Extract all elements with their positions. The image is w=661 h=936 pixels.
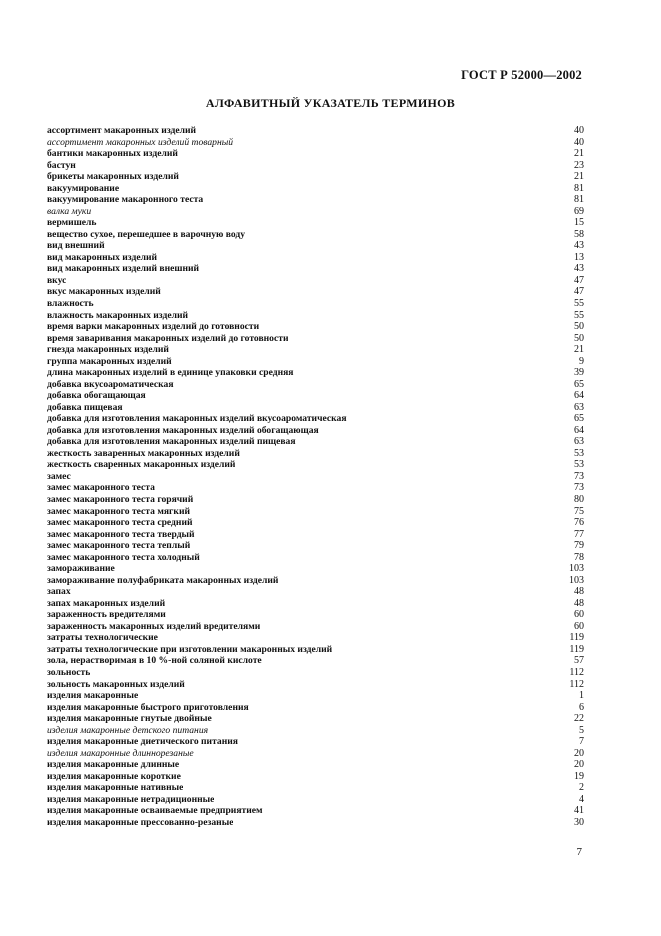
index-entry	[47, 183, 584, 195]
index-entry	[47, 459, 584, 471]
index-term-number: 63	[574, 436, 584, 448]
index-term: зольность макаронных изделий	[47, 678, 185, 690]
index-term-number: 64	[574, 424, 584, 436]
index-entry	[47, 217, 584, 229]
index-term: добавка обогащающая	[47, 390, 146, 402]
index-term: зараженность вредителями	[47, 609, 166, 621]
index-entry	[47, 263, 584, 275]
index-term-number: 50	[574, 332, 584, 344]
index-entry	[47, 759, 584, 771]
index-term: ассортимент макаронных изделий	[47, 125, 197, 136]
index-term-number: 9	[579, 355, 584, 367]
index-term-number: 119	[569, 643, 584, 655]
index-term-number: 19	[574, 770, 584, 782]
index-term: добавка пищевая	[47, 401, 123, 413]
index-term-number: 40	[574, 125, 584, 136]
index-term-number: 60	[574, 609, 584, 621]
index-term: бастун	[47, 159, 76, 171]
index-term-number: 53	[574, 447, 584, 459]
index-entry	[47, 333, 584, 345]
index-term: изделия макаронные длинные	[47, 759, 180, 771]
index-term: замораживание полуфабриката макаронных изделий	[47, 574, 279, 586]
index-entry	[47, 702, 584, 714]
index-entry	[47, 586, 584, 598]
index-entry	[47, 540, 584, 552]
index-term-number: 55	[574, 309, 584, 321]
index-entry	[47, 482, 584, 494]
index-entry	[47, 379, 584, 391]
index-term: добавка вкусоароматическая	[47, 378, 174, 390]
index-term-number: 57	[574, 655, 584, 667]
index-term-number: 40	[574, 136, 584, 148]
index-entry	[47, 286, 584, 298]
index-term: гнезда макаронных изделий	[47, 344, 169, 356]
index-term-number: 81	[574, 194, 584, 206]
index-term-number: 76	[574, 517, 584, 529]
index-term: ассортимент макаронных изделий товарный	[47, 136, 234, 148]
index-term: зольность	[47, 666, 91, 678]
index-term: изделия макаронные гнутые двойные	[47, 713, 212, 725]
index-term-number: 63	[574, 401, 584, 413]
index-entry	[47, 517, 584, 529]
index-term: вид макаронных изделий	[47, 251, 158, 263]
index-term-number: 55	[574, 297, 584, 309]
index-entry	[47, 356, 584, 368]
index-entry	[47, 632, 584, 644]
index-entry	[47, 609, 584, 621]
index-term: вкус макаронных изделий	[47, 286, 161, 298]
index-entry	[47, 506, 584, 518]
index-term-number: 47	[574, 286, 584, 298]
index-entry	[47, 679, 584, 691]
index-entry	[47, 644, 584, 656]
index-term-number: 73	[574, 470, 584, 482]
index-entry	[47, 160, 584, 172]
page-number: 7	[576, 846, 582, 858]
index-entry	[47, 425, 584, 437]
index-term: жесткость заваренных макаронных изделий	[47, 447, 240, 459]
index-entry	[47, 448, 584, 460]
index-entry	[47, 413, 584, 425]
index-entry	[47, 402, 584, 414]
index-entry	[47, 805, 584, 817]
index-term: время варки макаронных изделий до готовности	[47, 321, 260, 333]
index-term-number: 77	[574, 528, 584, 540]
index-term-number: 47	[574, 274, 584, 286]
index-term: добавка для изготовления макаронных изделий пищевая	[47, 436, 296, 448]
index-term-number: 43	[574, 263, 584, 275]
index-term-number: 60	[574, 620, 584, 632]
index-term: вид внешний	[47, 240, 105, 252]
index-entry	[47, 310, 584, 322]
index-term: группа макаронных изделий	[47, 355, 172, 367]
index-entry	[47, 563, 584, 575]
index-entry	[47, 817, 584, 829]
index-entry	[47, 655, 584, 667]
index-term: запах	[47, 586, 71, 598]
index-term-number: 103	[569, 563, 584, 575]
index-term-number: 112	[569, 678, 584, 690]
index-term: замес макаронного теста холодный	[47, 551, 200, 563]
index-term: изделия макаронные детского питания	[47, 724, 209, 736]
index-term: добавка для изготовления макаронных изделий вкусоароматическая	[47, 413, 347, 425]
index-term-number: 103	[569, 574, 584, 586]
index-term-number: 23	[574, 159, 584, 171]
index-term-number: 22	[574, 713, 584, 725]
index-entry	[47, 529, 584, 541]
index-term-number: 5	[579, 724, 584, 736]
index-entry	[47, 367, 584, 379]
index-entry	[47, 137, 584, 149]
term-index-list	[47, 125, 584, 828]
index-entry	[47, 436, 584, 448]
index-term-number: 21	[574, 344, 584, 356]
index-term: затраты технологические при изготовлении макаронных изделий	[47, 643, 333, 655]
index-term-number: 81	[574, 182, 584, 194]
standard-code: ГОСТ Р 52000—2002	[461, 68, 582, 82]
index-term: изделия макаронные нативные	[47, 782, 184, 794]
index-term: влажность	[47, 297, 94, 309]
index-term: изделия макаронные нетрадиционные	[47, 793, 215, 805]
index-entry	[47, 171, 584, 183]
index-term-number: 119	[569, 632, 584, 644]
index-term: изделия макаронные диетического питания	[47, 736, 238, 748]
index-entry	[47, 621, 584, 633]
index-term-number: 43	[574, 240, 584, 252]
index-term-number: 20	[574, 747, 584, 759]
index-term: изделия макаронные быстрого приготовления	[47, 701, 249, 713]
index-term-number: 112	[569, 666, 584, 678]
index-entry	[47, 298, 584, 310]
index-term-number: 53	[574, 459, 584, 471]
index-term: зола, нерастворимая в 10 %-ной соляной кислоте	[47, 655, 262, 667]
index-entry	[47, 471, 584, 483]
index-term-number: 64	[574, 390, 584, 402]
index-term: влажность макаронных изделий	[47, 309, 189, 321]
index-term-number: 58	[574, 228, 584, 240]
index-term-number: 48	[574, 597, 584, 609]
index-entry	[47, 206, 584, 218]
index-term-number: 39	[574, 367, 584, 379]
index-entry	[47, 690, 584, 702]
index-entry	[47, 736, 584, 748]
index-term: вакуумирование макаронного теста	[47, 194, 204, 206]
index-entry	[47, 575, 584, 587]
index-term-number: 73	[574, 482, 584, 494]
index-term-number: 50	[574, 321, 584, 333]
index-entry	[47, 194, 584, 206]
index-entry	[47, 390, 584, 402]
index-term: вкус	[47, 274, 67, 286]
index-term-number: 65	[574, 378, 584, 390]
index-term: изделия макаронные	[47, 690, 139, 702]
index-term: брикеты макаронных изделий	[47, 171, 179, 183]
index-term-number: 2	[579, 782, 584, 794]
index-entry	[47, 771, 584, 783]
index-term: изделия макаронные осваиваемые предприятием	[47, 805, 263, 817]
index-entry	[47, 713, 584, 725]
index-entry	[47, 494, 584, 506]
index-term: замес макаронного теста средний	[47, 517, 193, 529]
index-term-number: 4	[579, 793, 584, 805]
index-term: изделия макаронные короткие	[47, 770, 181, 782]
index-term: замес макаронного теста	[47, 482, 155, 494]
index-term: замораживание	[47, 563, 115, 575]
index-term-number: 69	[574, 205, 584, 217]
index-term: валка муки	[47, 205, 92, 217]
index-entry	[47, 344, 584, 356]
index-entry	[47, 598, 584, 610]
index-term-number: 41	[574, 805, 584, 817]
index-entry	[47, 552, 584, 564]
index-term: бантики макаронных изделий	[47, 148, 178, 160]
index-term: вакуумирование	[47, 182, 120, 194]
index-term-number: 80	[574, 494, 584, 505]
index-term: время заваривания макаронных изделий до готовности	[47, 332, 289, 344]
index-term: зараженность макаронных изделий вредителями	[47, 620, 261, 632]
index-term: запах макаронных изделий	[47, 597, 166, 609]
index-entry	[47, 321, 584, 333]
index-term: добавка для изготовления макаронных изделий обогащающая	[47, 424, 319, 436]
index-term-number: 79	[574, 540, 584, 552]
index-term: вермишель	[47, 217, 97, 229]
index-term-number: 48	[574, 586, 584, 598]
index-term-number: 1	[579, 690, 584, 702]
index-entry	[47, 275, 584, 287]
index-entry	[47, 229, 584, 241]
index-term: замес макаронного теста твердый	[47, 528, 195, 540]
index-term-number: 7	[579, 736, 584, 748]
index-term: длина макаронных изделий в единице упаковки средняя	[47, 367, 294, 379]
index-term-number: 20	[574, 759, 584, 771]
index-term: жесткость сваренных макаронных изделий	[47, 459, 236, 471]
index-entry	[47, 667, 584, 679]
index-title: АЛФАВИТНЫЙ УКАЗАТЕЛЬ ТЕРМИНОВ	[205, 96, 456, 110]
index-term: вещество сухое, перешедшее в варочную воду	[47, 228, 246, 240]
index-entry	[47, 748, 584, 760]
index-term: вид макаронных изделий внешний	[47, 263, 200, 275]
index-term-number: 21	[574, 148, 584, 160]
index-term-number: 75	[574, 505, 584, 517]
index-term: замес макаронного теста мягкий	[47, 505, 190, 517]
index-entry	[47, 725, 584, 737]
index-term-number: 15	[574, 217, 584, 229]
index-term: изделия макаронные длиннорезаные	[47, 747, 194, 759]
index-term-number: 30	[574, 816, 584, 828]
index-entry	[47, 782, 584, 794]
index-entry	[47, 794, 584, 806]
index-term: замес	[47, 470, 71, 482]
index-term-number: 65	[574, 413, 584, 425]
index-term-number: 6	[579, 701, 584, 713]
index-term-number: 21	[574, 171, 584, 183]
index-entry	[47, 148, 584, 160]
index-entry	[47, 240, 584, 252]
index-term: затраты технологические	[47, 632, 158, 644]
index-term-number: 78	[574, 551, 584, 563]
index-term: замес макаронного теста горячий	[47, 494, 194, 505]
index-entry	[47, 252, 584, 264]
index-entry	[47, 125, 584, 137]
index-term: замес макаронного теста теплый	[47, 540, 191, 552]
index-term: изделия макаронные прессованно-резаные	[47, 816, 234, 828]
index-term-number: 13	[574, 251, 584, 263]
